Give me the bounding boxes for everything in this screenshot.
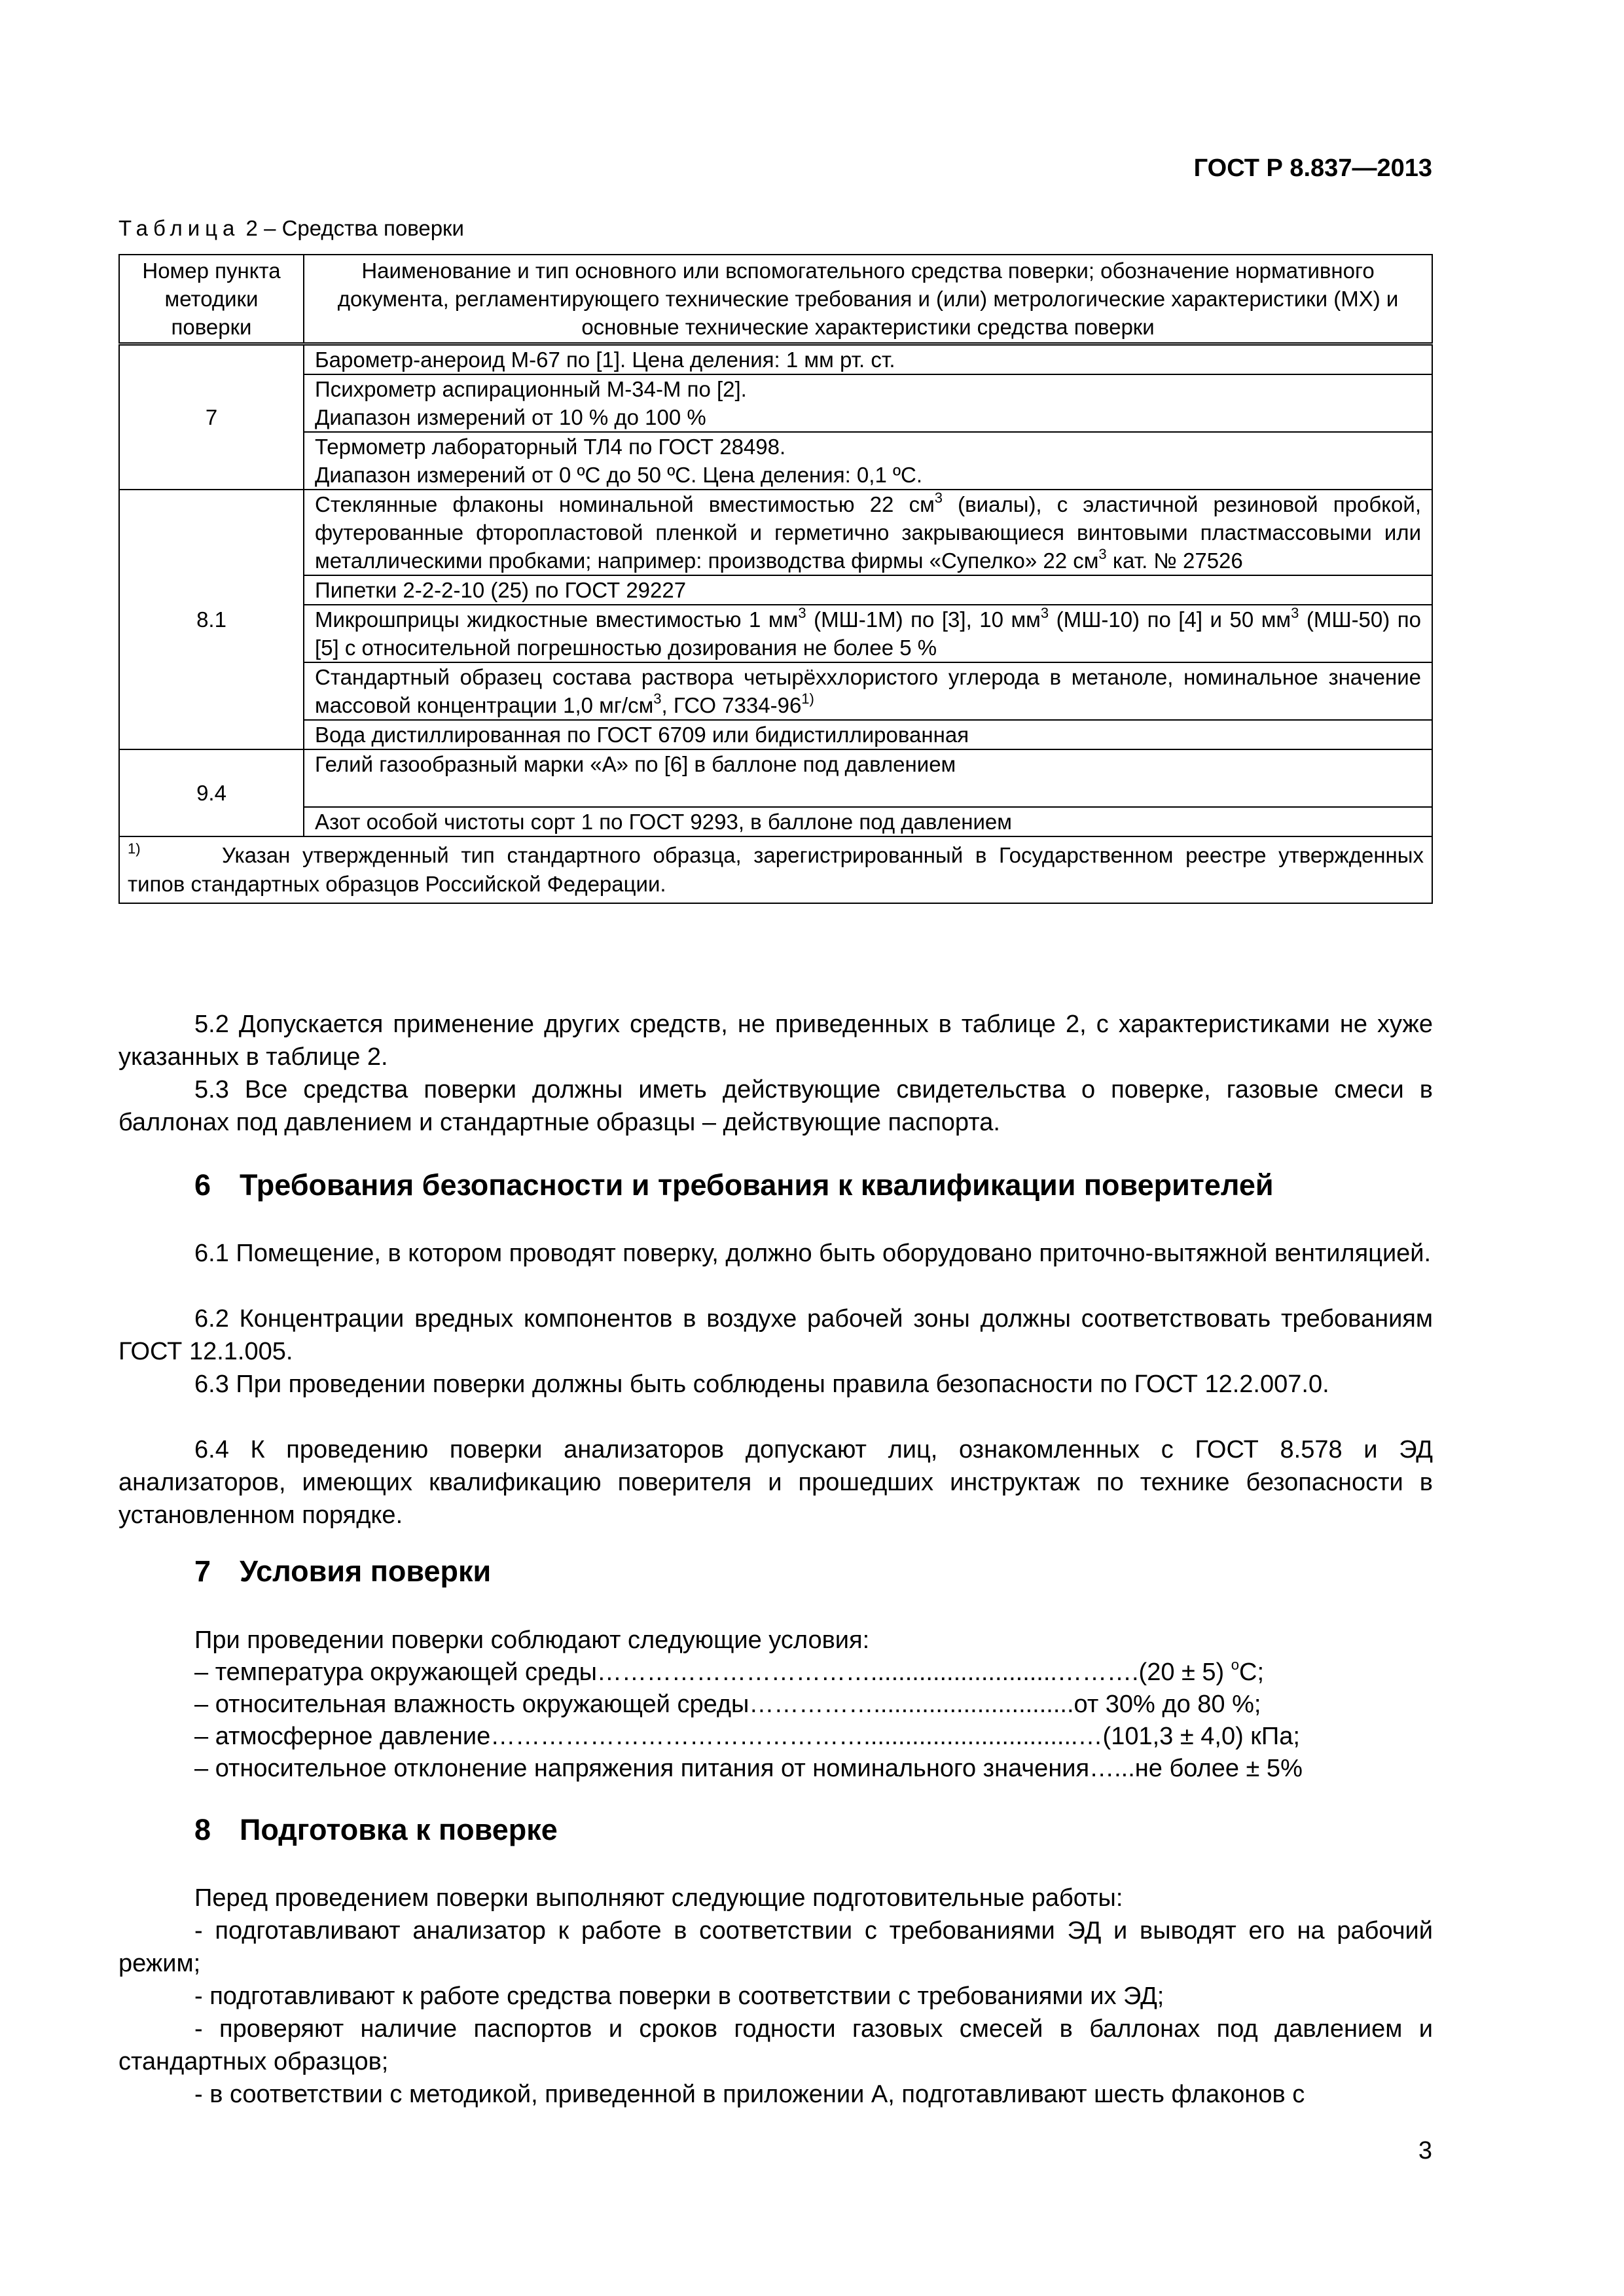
document-code: ГОСТ Р 8.837—2013 <box>1193 154 1432 182</box>
footnote-mark: 1) <box>128 840 141 857</box>
table-row <box>119 374 1432 432</box>
footnote-text: Указан утвержденный тип стандартного образца, зарегистрированный в Государственном реестре утвержденных типов стандартных образцов Российской Федерации. <box>128 843 1424 896</box>
table-cell: Гелий газообразный марки «А» по [6] в баллоне под давлением <box>304 749 1432 807</box>
list-intro: При проведении поверки соблюдают следующие условия: <box>194 1626 870 1654</box>
paragraph-8-item-4 <box>118 2078 1433 2111</box>
table-caption-label: Таблица <box>118 216 240 240</box>
superscript: 3 <box>798 605 806 621</box>
table-row <box>119 432 1432 490</box>
table-cell <box>304 605 1432 662</box>
cell-text: (МШ-50) по [5] с относительной погрешностью дозирования не более 5 % <box>315 607 1421 660</box>
section-title: Требования безопасности и требования к квалификации поверителей <box>240 1168 1274 1202</box>
table-caption <box>118 216 464 241</box>
cell-line: Психрометр аспирационный М-34-М по [2]. <box>315 377 747 401</box>
paragraph-8-item-3 <box>118 2013 1433 2078</box>
cell-line: Диапазон измерений от 10 % до 100 % <box>315 405 706 429</box>
cell-text: Микрошприцы жидкостные вместимостью 1 мм <box>315 607 799 632</box>
paragraph-text: - подготавливают к работе средства поверки в соответствии с требованиями их ЭД; <box>194 1982 1164 2010</box>
section-number: 8 <box>194 1813 211 1846</box>
cell-text: кат. № 27526 <box>1106 548 1243 573</box>
superscript: 3 <box>653 691 662 707</box>
paragraph-8-intro <box>118 1882 1433 1914</box>
cell-text: Стандартный образец состава раствора четырёххлористого углерода в метаноле, номинальное значение массовой концентрации 1,0 мг/см <box>315 665 1421 717</box>
table-cell: Азот особой чистоты сорт 1 по ГОСТ 9293, в баллоне под давлением <box>304 807 1432 836</box>
paragraph-6-2 <box>118 1302 1433 1368</box>
col1-header: Номер пункта методики поверки <box>119 255 304 344</box>
section-title: Подготовка к поверке <box>240 1813 558 1846</box>
row-number-8-1: 8.1 <box>119 490 304 749</box>
page-number: 3 <box>1418 2137 1432 2164</box>
table-cell: Пипетки 2-2-2-10 (25) по ГОСТ 29227 <box>304 575 1432 605</box>
table-row <box>119 749 1432 807</box>
superscript: 3 <box>1040 605 1049 621</box>
superscript: 3 <box>1098 546 1107 562</box>
cell-text: (МШ-10) по [4] и 50 мм <box>1049 607 1291 632</box>
paragraph-text: - подготавливают анализатор к работе в соответствии с требованиями ЭД и выводят его на рабочий режим; <box>118 1917 1433 1977</box>
section-number: 7 <box>194 1554 211 1588</box>
paragraph-6-1 <box>118 1237 1433 1270</box>
section-7-heading <box>194 1554 491 1588</box>
table-footnote-row <box>119 836 1432 903</box>
cell-text: (МШ-1М) по [3], 10 мм <box>806 607 1041 632</box>
paragraph-text: - проверяют наличие паспортов и сроков годности газовых смесей в баллонах под давлением и стандартных образцов; <box>118 2015 1433 2075</box>
table-header-row <box>119 255 1432 344</box>
paragraph-text: 6.1 Помещение, в котором проводят поверку, должно быть оборудовано приточно-вытяжной вентиляцией. <box>194 1240 1432 1267</box>
table-caption-text: 2 – Средства поверки <box>240 216 464 240</box>
cell-line: Термометр лабораторный ТЛ4 по ГОСТ 28498. <box>315 435 786 459</box>
verification-tools-table <box>118 254 1433 904</box>
paragraph-text: 6.3 При проведении поверки должны быть соблюдены правила безопасности по ГОСТ 12.2.007.0. <box>194 1371 1329 1398</box>
table-cell <box>304 432 1432 490</box>
row-number-7: 7 <box>119 344 304 490</box>
table-cell <box>304 490 1432 575</box>
cell-text: Стеклянные флаконы номинальной вместимостью 22 см <box>315 492 935 516</box>
footnote-ref: 1) <box>801 691 814 707</box>
paragraph-5-3 <box>118 1073 1433 1139</box>
paragraph-6-3 <box>118 1368 1433 1401</box>
paragraph-text: 5.3 Все средства поверки должны иметь действующие свидетельства о поверке, газовые смеси в баллонах под давлением и стандартные образцы – действующие паспорта. <box>118 1076 1433 1136</box>
list-item <box>194 1657 1303 1689</box>
table-row <box>119 575 1432 605</box>
paragraph-8-item-2 <box>118 1980 1433 2013</box>
row-number-9-4: 9.4 <box>119 749 304 836</box>
table-footnote <box>119 836 1432 903</box>
superscript: 3 <box>1291 605 1299 621</box>
list-item: – относительная влажность окружающей среды…………….............................от 30% до 80 %; <box>194 1691 1261 1718</box>
table-cell <box>304 662 1432 720</box>
table-cell <box>304 374 1432 432</box>
conditions-list <box>194 1624 1303 1785</box>
paragraph-text: 5.2 Допускается применение других средств, не приведенных в таблице 2, с характеристиками не хуже указанных в таблице 2. <box>118 1011 1433 1071</box>
paragraph-8-item-1 <box>118 1914 1433 1980</box>
superscript: о <box>1231 1657 1240 1674</box>
paragraph-5-2 <box>118 1008 1433 1073</box>
paragraph-text: 6.2 Концентрации вредных компонентов в воздухе рабочей зоны должны соответствовать требованиям ГОСТ 12.1.005. <box>118 1305 1433 1365</box>
table-row <box>119 605 1432 662</box>
cell-line: Диапазон измерений от 0 ºС до 50 ºС. Цена деления: 0,1 ºС. <box>315 463 923 487</box>
paragraph-text: 6.4 К проведению поверки анализаторов допускают лиц, ознакомленных с ГОСТ 8.578 и ЭД анализаторов, имеющих квалификацию поверителя и прошедших инструктаж по технике безопасности в установленном порядке. <box>118 1436 1433 1529</box>
col2-header: Наименование и тип основного или вспомогательного средства поверки; обозначение нормативного документа, регламентирующего технические требования и (или) метрологические характеристики (МХ) и основные технические характеристики средства поверки <box>304 255 1432 344</box>
paragraph-text: Перед проведением поверки выполняют следующие подготовительные работы: <box>194 1884 1123 1912</box>
list-item: – атмосферное давление………………………………………...............................…(101,3 ± 4,0) кПа; <box>194 1723 1300 1750</box>
cell-text: (виалы), с эластичной резиновой пробкой, футерованные фторопластовой пленкой и герметично закрывающиеся винтовыми пластмассовыми или металлическими пробками; например: производства фирмы «Супелко» 22 см <box>315 492 1421 573</box>
table-row <box>119 720 1432 749</box>
item-text: С; <box>1239 1659 1265 1686</box>
table-row <box>119 662 1432 720</box>
table-row <box>119 344 1432 375</box>
table-cell: Барометр-анероид М-67 по [1]. Цена деления: 1 мм рт. ст. <box>304 344 1432 375</box>
table-cell: Вода дистиллированная по ГОСТ 6709 или бидистиллированная <box>304 720 1432 749</box>
table-row <box>119 490 1432 575</box>
section-6-heading <box>194 1168 1274 1202</box>
cell-text: , ГСО 7334-96 <box>661 693 802 717</box>
paragraph-6-4 <box>118 1433 1433 1532</box>
section-number: 6 <box>194 1168 211 1202</box>
item-text: – температура окружающей среды……………………………...........................……….(20 ± 5) <box>194 1659 1231 1686</box>
table-row <box>119 807 1432 836</box>
section-8-heading <box>194 1813 558 1847</box>
list-item: – относительное отклонение напряжения питания от номинального значения…...не более ± 5% <box>194 1755 1303 1782</box>
superscript: 3 <box>934 490 943 506</box>
section-title: Условия поверки <box>240 1554 492 1588</box>
paragraph-text: - в соответствии с методикой, приведенной в приложении А, подготавливают шесть флаконов с <box>194 2081 1305 2108</box>
